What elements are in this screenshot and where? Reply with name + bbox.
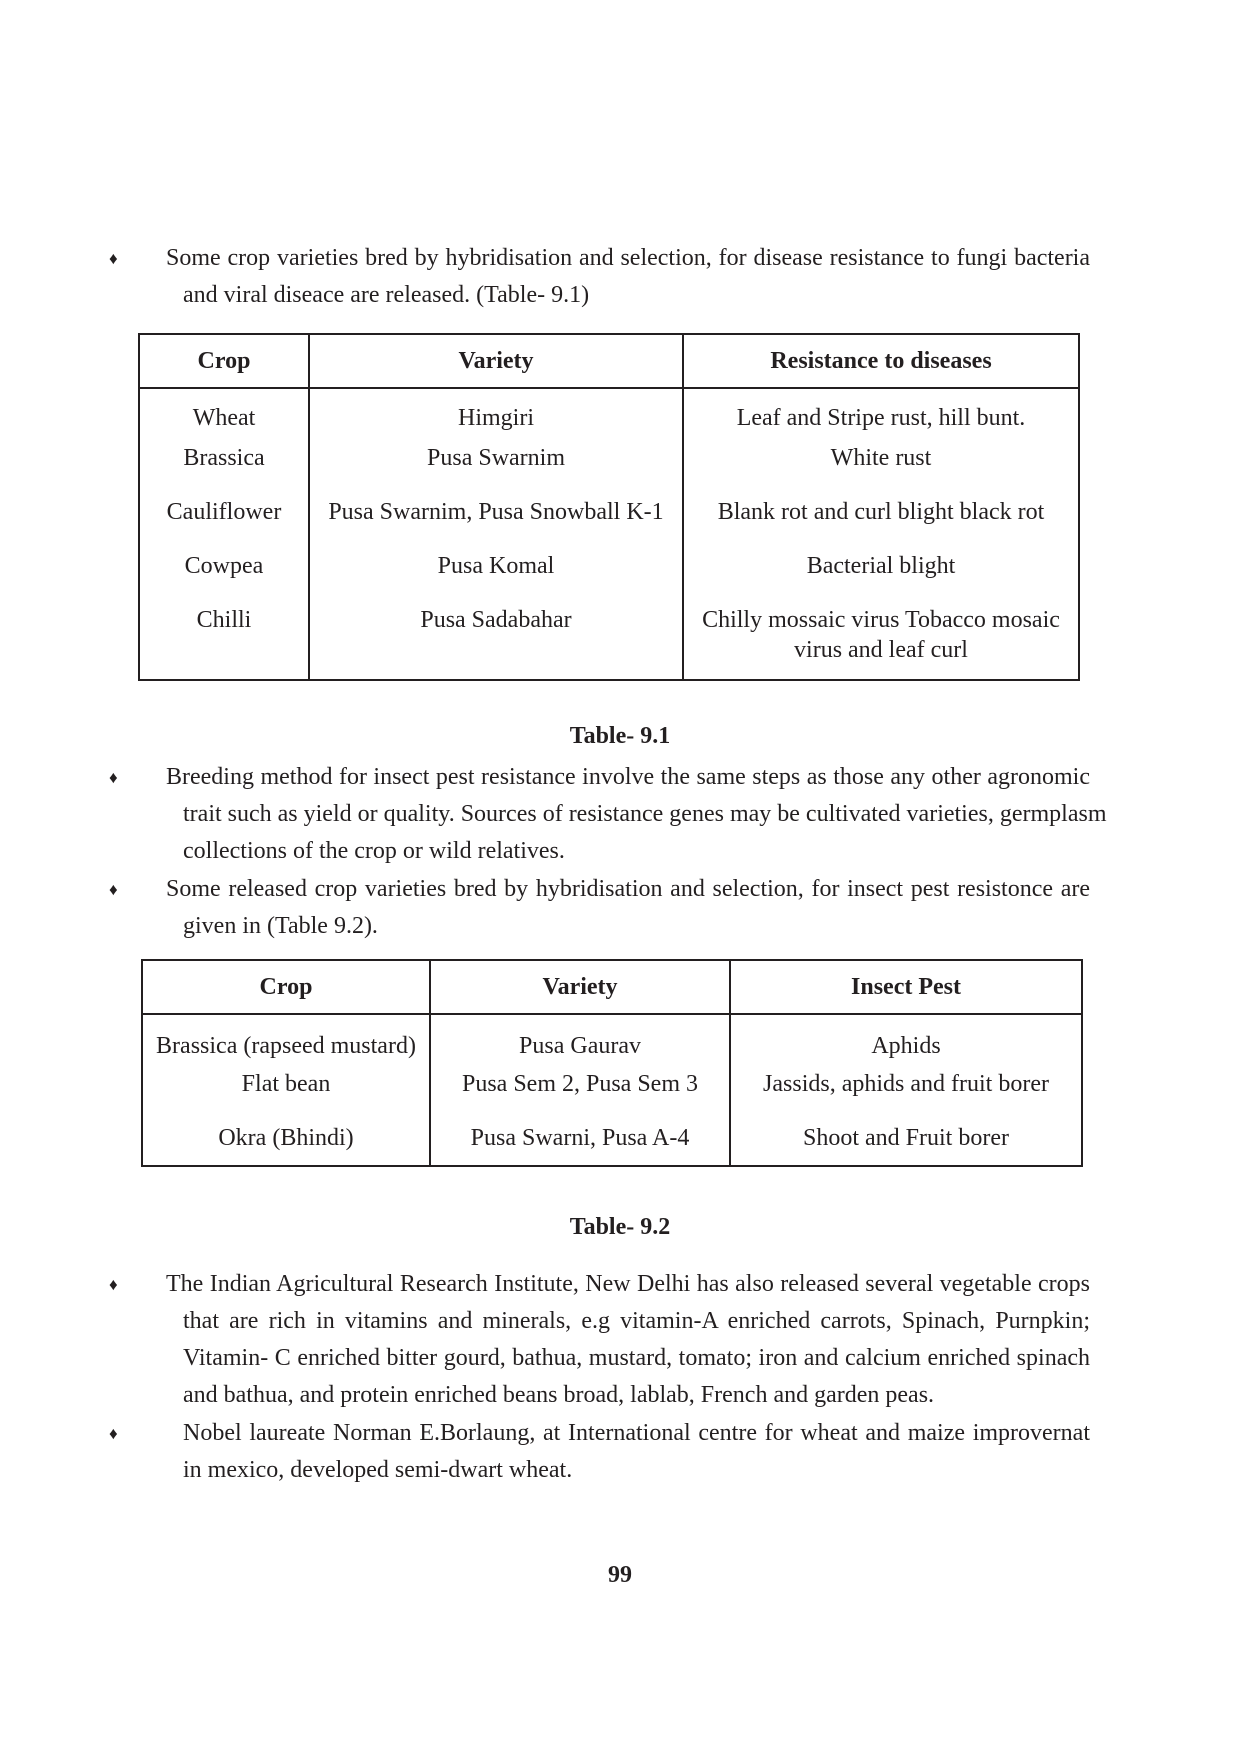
paragraph-line: and bathua, and protein enriched beans broad, lablab, French and garden peas. — [183, 1382, 935, 1408]
paragraph-line: collections of the crop or wild relatives. — [183, 838, 565, 864]
table-row — [139, 497, 1079, 551]
table-cell: Blank rot and curl blight black rot — [683, 497, 1079, 551]
table-cell: Chilli — [139, 605, 309, 680]
paragraph-line: Vitamin- C enriched bitter gourd, bathua, mustard, tomato; iron and calcium enriched spinach — [183, 1345, 1090, 1371]
paragraph-line: given in (Table 9.2). — [183, 913, 378, 939]
table-cell: Wheat — [139, 388, 309, 443]
paragraph-line: The Indian Agricultural Research Institute, New Delhi has also released several vegetable crops — [166, 1271, 1090, 1297]
table-cell: White rust — [683, 443, 1079, 497]
paragraph-line: in mexico, developed semi-dwart wheat. — [183, 1457, 573, 1483]
table-cell: Bacterial blight — [683, 551, 1079, 605]
column-header-crop: Crop — [142, 960, 430, 1014]
table-disease-resistance — [138, 333, 1080, 681]
table-row — [142, 1123, 1082, 1166]
table-row — [139, 551, 1079, 605]
table-cell: Brassica (rapseed mustard) — [142, 1014, 430, 1069]
paragraph-line: Nobel laureate Norman E.Borlaung, at International centre for wheat and maize improvernat — [183, 1420, 1090, 1446]
bullet-diamond-icon: ♦ — [109, 768, 118, 787]
paragraph-line: Breeding method for insect pest resistance involve the same steps as those any other agronomic — [166, 764, 1090, 790]
table-cell: Jassids, aphids and fruit borer — [730, 1069, 1082, 1123]
table-cell: Flat bean — [142, 1069, 430, 1123]
table-caption: Table- 9.1 — [569, 723, 671, 749]
table-cell: Brassica — [139, 443, 309, 497]
page-number: 99 — [608, 1562, 632, 1588]
table-cell: Cowpea — [139, 551, 309, 605]
bullet-diamond-icon: ♦ — [109, 880, 118, 899]
table-cell: Okra (Bhindi) — [142, 1123, 430, 1166]
table-cell: Leaf and Stripe rust, hill bunt. — [683, 388, 1079, 443]
table-caption: Table- 9.2 — [569, 1214, 671, 1240]
table-cell: Chilly mossaic virus Tobacco mosaic virus and leaf curl — [683, 605, 1079, 680]
table-cell: Pusa Swarnim, Pusa Snowball K-1 — [309, 497, 683, 551]
bullet-diamond-icon: ♦ — [109, 1424, 118, 1443]
column-header-variety: Variety — [430, 960, 730, 1014]
paragraph-line: Some released crop varieties bred by hybridisation and selection, for insect pest resistonce are — [166, 876, 1090, 902]
table-header-row — [139, 334, 1079, 388]
table-cell: Pusa Gaurav — [430, 1014, 730, 1069]
column-header-insect-pest: Insect Pest — [730, 960, 1082, 1014]
table-cell: Cauliflower — [139, 497, 309, 551]
table-cell: Pusa Komal — [309, 551, 683, 605]
table-header-row — [142, 960, 1082, 1014]
paragraph-line: trait such as yield or quality. Sources of resistance genes may be cultivated varieties, germplasm — [183, 801, 1107, 827]
table-cell: Pusa Swarni, Pusa A-4 — [430, 1123, 730, 1166]
column-header-crop: Crop — [139, 334, 309, 388]
table-cell: Himgiri — [309, 388, 683, 443]
bullet-diamond-icon: ♦ — [109, 1275, 118, 1294]
table-cell: Aphids — [730, 1014, 1082, 1069]
bullet-diamond-icon: ♦ — [109, 249, 118, 268]
table-cell: Shoot and Fruit borer — [730, 1123, 1082, 1166]
paragraph-line: and viral diseace are released. (Table- 9.1) — [183, 282, 590, 308]
table-row — [139, 443, 1079, 497]
table-row — [142, 1014, 1082, 1069]
table-cell: Pusa Sem 2, Pusa Sem 3 — [430, 1069, 730, 1123]
paragraph-line: Some crop varieties bred by hybridisation and selection, for disease resistance to fungi bacteria — [166, 245, 1090, 271]
table-row — [142, 1069, 1082, 1123]
table-insect-resistance — [141, 959, 1083, 1167]
table-row — [139, 388, 1079, 443]
column-header-variety: Variety — [309, 334, 683, 388]
paragraph-line: that are rich in vitamins and minerals, e.g vitamin-A enriched carrots, Spinach, Purnpkin; — [183, 1308, 1090, 1334]
table-cell: Pusa Swarnim — [309, 443, 683, 497]
column-header-resistance: Resistance to diseases — [683, 334, 1079, 388]
table-cell: Pusa Sadabahar — [309, 605, 683, 680]
table-row — [139, 605, 1079, 680]
